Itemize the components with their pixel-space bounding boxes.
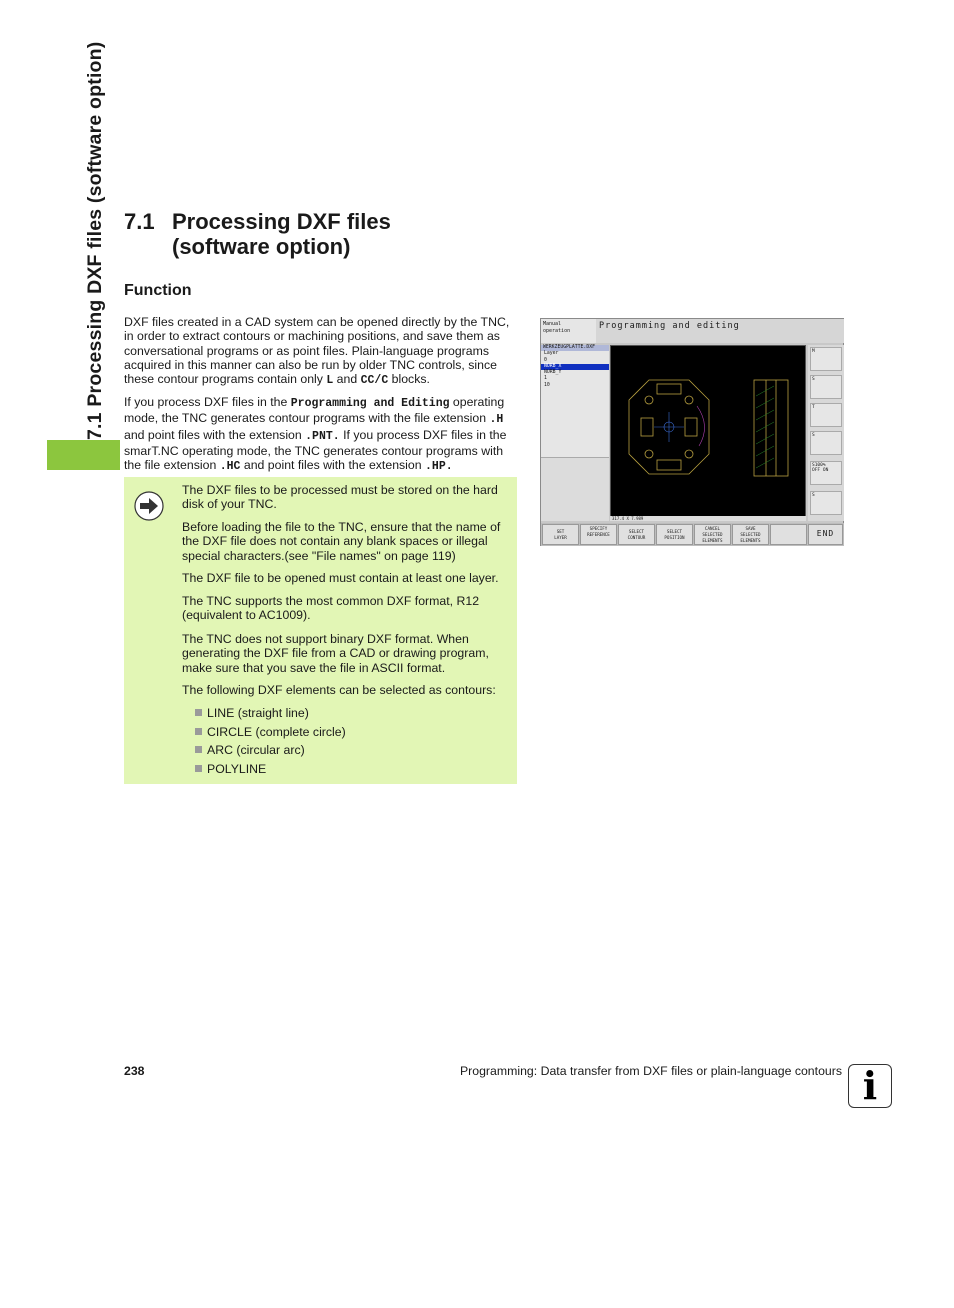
tree-item: NURB_Y xyxy=(544,370,562,376)
note-paragraph-6: The following DXF elements can be selected as contours: xyxy=(182,683,496,697)
tree-item: NURB_X xyxy=(541,364,609,370)
tree-layer-label: Layer xyxy=(544,351,559,357)
screen-layer-tree xyxy=(541,345,609,521)
tree-item: 10 xyxy=(544,382,550,388)
tree-item: 1 xyxy=(544,376,547,382)
screen-title: Programming and editing xyxy=(596,319,844,343)
side-chapter-title: 7.1 Processing DXF files (software option) xyxy=(84,41,106,440)
side-key: S xyxy=(810,431,842,455)
bullet-square-icon xyxy=(195,709,202,716)
softkey: SELECT CONTOUR xyxy=(618,524,655,545)
list-item: ARC (circular arc) xyxy=(195,743,305,757)
bullet-square-icon xyxy=(195,765,202,772)
softkey-end: END xyxy=(808,524,843,545)
chapter-tab-marker xyxy=(47,440,120,470)
tnc-screenshot xyxy=(540,318,844,546)
softkey: SET LAYER xyxy=(542,524,579,545)
softkey: CANCEL SELECTED ELEMENTS xyxy=(694,524,731,545)
note-paragraph-5: The TNC does not support binary DXF format. When generating the DXF file from a CAD or drawing program, make sure that you save the file in ASCII format. xyxy=(182,632,489,675)
softkey-empty xyxy=(770,524,807,545)
side-key: T xyxy=(810,403,842,427)
side-key: M xyxy=(810,347,842,371)
tree-item: 0 xyxy=(544,357,547,363)
arrow-right-icon xyxy=(134,491,164,521)
note-paragraph-4: The TNC supports the most common DXF format, R12 (equivalent to AC1009). xyxy=(182,594,480,623)
footer-chapter-text: Programming: Data transfer from DXF files or plain-language contours xyxy=(459,1064,842,1078)
note-paragraph-1: The DXF files to be processed must be stored on the hard disk of your TNC. xyxy=(182,483,498,512)
side-key: S xyxy=(810,491,842,515)
screen-status-line: 317.4 X 7.989 xyxy=(610,516,806,521)
softkey: SELECT POSITION xyxy=(656,524,693,545)
side-key: S100% OFF ON xyxy=(810,461,842,485)
list-item: POLYLINE xyxy=(195,762,266,776)
note-paragraph-3: The DXF file to be opened must contain at least one layer. xyxy=(182,571,499,585)
section-heading: Function xyxy=(124,282,192,299)
intro-paragraph: DXF files created in a CAD system can be opened directly by the TNC, in order to extract contours or machining positions, and save them as conversational programs or as point files. Plain-language programs acquired in this manner can also be run by older TNC controls, since these contour programs contain only L and CC/C blocks. xyxy=(124,315,510,388)
side-key: S xyxy=(810,375,842,399)
bullet-square-icon xyxy=(195,728,202,735)
bullet-square-icon xyxy=(195,746,202,753)
cad-drawing xyxy=(611,346,805,516)
page-title xyxy=(124,209,391,259)
extension-paragraph: If you process DXF files in the Programming and Editing operating mode, the TNC generates contour programs with the file extension .H and point files with the extension .PNT. If you process DXF files in the smarT.NC operating mode, the TNC generates contour programs with the file extension .HC and point files with the extension .HP. xyxy=(124,395,507,474)
page-number: 238 xyxy=(124,1064,145,1078)
tree-empty-area xyxy=(541,457,609,521)
softkey: SAVE SELECTED ELEMENTS xyxy=(732,524,769,545)
screen-mode-label: Manual operation xyxy=(541,319,596,343)
title-line-1: Processing DXF files xyxy=(172,209,391,234)
softkey: SPECIFY REFERENCE xyxy=(580,524,617,545)
list-item: LINE (straight line) xyxy=(195,706,309,720)
list-item: CIRCLE (complete circle) xyxy=(195,725,346,739)
screen-side-bar xyxy=(808,345,844,521)
tree-header: WERKZEUGPLATTE.DXF xyxy=(541,345,609,351)
title-line-2: (software option) xyxy=(172,234,351,259)
section-number: 7.1 xyxy=(124,209,155,234)
screen-drawing-area xyxy=(610,345,806,521)
info-icon: i xyxy=(848,1064,892,1108)
screen-softkey-bar xyxy=(541,523,844,546)
note-paragraph-2: Before loading the file to the TNC, ensure that the name of the DXF file does not contain any blank spaces or illegal special characters.(see "File names" on page 119) xyxy=(182,520,501,563)
